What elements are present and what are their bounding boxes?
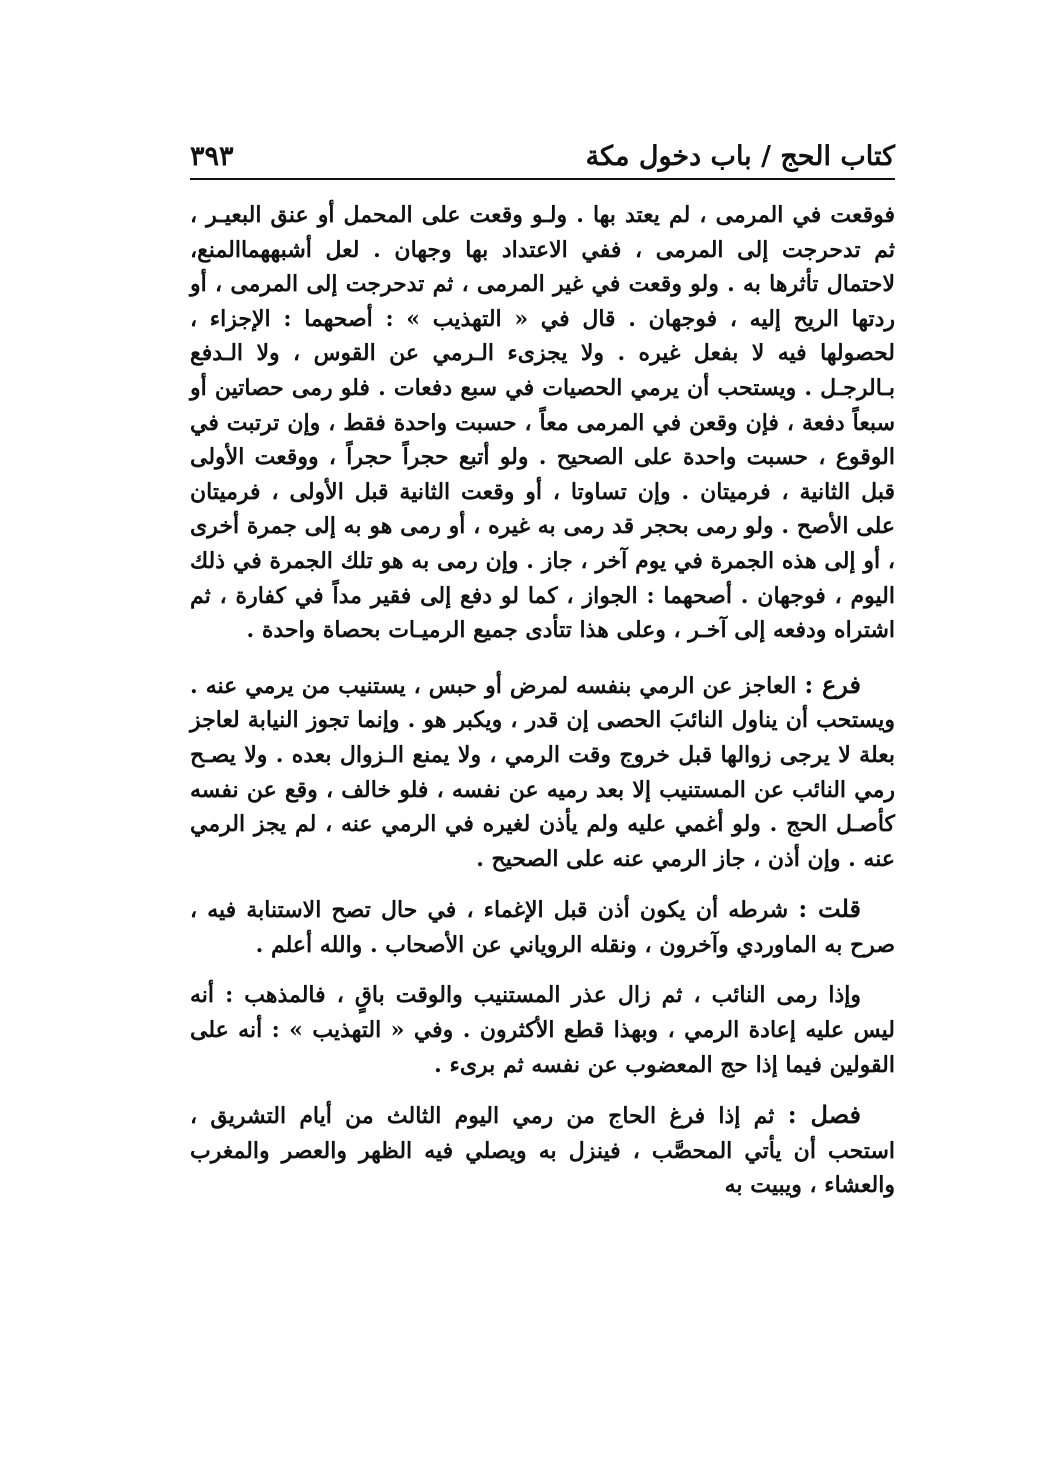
paragraph-niyaba bbox=[190, 978, 895, 1082]
header-divider bbox=[190, 178, 895, 180]
paragraph-text: شرطه أن يكون أذن قبل الإغماء ، في حال تصح الاستنابة فيه ، صرح به الماوردي وآخرون ، ونقله الروياني عن الأصحاب . والله أعلم . bbox=[190, 897, 895, 958]
section-lead-fasl: فصل : bbox=[787, 1100, 861, 1130]
paragraph-far bbox=[190, 668, 895, 877]
paragraph-fasl bbox=[190, 1098, 895, 1203]
paragraph-qultu bbox=[190, 892, 895, 962]
section-lead-far: فرع : bbox=[804, 669, 861, 699]
page-body bbox=[190, 198, 895, 1203]
paragraph-text: وإذا رمى النائب ، ثم زال عذر المستنيب والوقت باقٍ ، فالمذهب : أنه ليس عليه إعادة الرمي ، وبهذا قطع الأكثرون . وفي « التهذيب » : أنه على القولين فيما إذا حج المعضوب عن نفسه ثم برىء . bbox=[190, 982, 895, 1078]
page-number: ٣٩٣ bbox=[190, 141, 234, 172]
section-lead-qultu: قلت : bbox=[798, 894, 861, 924]
paragraph-continuation bbox=[190, 198, 895, 648]
paragraph-text: فوقعت في المرمى ، لم يعتد بها . ولـو وقعت على المحمل أو عنق البعيـر ، ثم تدحرجت إلى المرمى ، ففي الاعتداد بها وجهان . لعل أشبههماالمنع، لاحتمال تأثرها به . ولو وقعت في غير المرمى ، ثم تدحرجت إلى المرمى ، أو ردتها الريح إليه ، فوجهان . قال في « التهذيب » : أصحهما : الإجزاء ، لحصولها فيه لا بفعل غيره . ولا يجزىء الـرمي عن القوس ، ولا الـدفع بـالرجـل . ويستحب أن يرمي الحصيات في سبع دفعات . فلو رمى حصاتين أو سبعاً دفعة ، فإن وقعن في المرمى معاً ، حسبت واحدة فقط ، وإن ترتبت في الوقوع ، حسبت واحدة على الصحيح . ولو أتبع حجراً حجراً ، ووقعت الأولى قبل الثانية ، فرميتان . وإن تساوتا ، أو وقعت الثانية قبل الأولى ، فرميتان على الأصح . ولو رمى بحجر قد رمى به غيره ، أو رمى هو به إلى جمرة أخرى ، أو إلى هذه الجمرة في يوم آخر ، جاز . وإن رمى به هو تلك الجمرة في ذلك اليوم ، فوجهان . أصحهما : الجواز ، كما لو دفع إلى فقير مداً في كفارة ، ثم اشتراه ودفعه إلى آخـر ، وعلى هذا تتأدى جميع الرميـات بحصاة واحدة . bbox=[190, 202, 895, 644]
paragraph-text: العاجز عن الرمي بنفسه لمرض أو حبس ، يستنيب من يرمي عنه . ويستحب أن يناول النائبَ الحصى إن قدر ، ويكبر هو . وإنما تجوز النيابة لعاجز بعلة لا يرجى زوالها قبل خروج وقت الرمي ، ولا يمنع الـزوال بعده . ولا يصـح رمي النائب عن المستنيب إلا بعد رميه عن نفسه ، فلو خالف ، وقع عن نفسه كأصـل الحج . ولو أغمي عليه ولم يأذن لغيره في الرمي عنه ، لم يجز الرمي عنه . وإن أذن ، جاز الرمي عنه على الصحيح . bbox=[190, 672, 895, 872]
running-title: كتاب الحج / باب دخول مكة bbox=[585, 141, 895, 172]
paragraph-text: ثم إذا فرغ الحاج من رمي اليوم الثالث من أيام التشريق ، استحب أن يأتي المحصَّب ، فينزل به ويصلي فيه الظهر والعصر والمغرب والعشاء ، ويبيت به bbox=[190, 1103, 895, 1199]
